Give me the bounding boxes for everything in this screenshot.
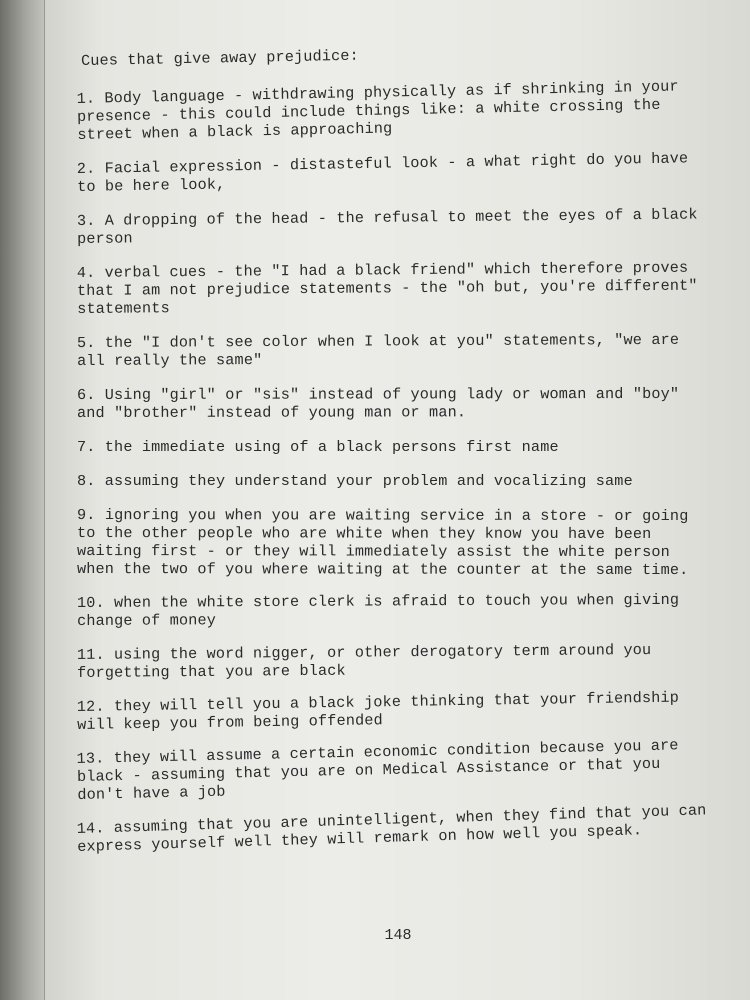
page-body — [76, 46, 707, 872]
page-number: 148 — [384, 927, 412, 944]
book-gutter-shadow — [0, 0, 48, 1000]
cue-item-1: 1. Body language - withdrawing physically as if shrinking in your presence - this could include things like: a white crossing the street when a black is approaching — [76, 77, 679, 144]
cue-item-5: 5. the "I don't see color when I look at you" statements, "we are all really the same" — [76, 330, 680, 370]
cue-item-12: 12. they will tell you a black joke thinking that your friendship will keep you from being offended — [76, 688, 680, 734]
cue-item-14: 14. assuming that you are unintelligent, when they find that you can express yourself well they will remark on how well you speak. — [76, 801, 707, 856]
cue-item-9: 9. ignoring you when you are waiting service in a store - or going to the other people who are white when they know you have been waiting first - or they will immediately assist the white person when the two of you where waiting at the counter at the same time. — [76, 506, 689, 580]
cue-item-8: 8. assuming they understand your problem and vocalizing same — [77, 472, 633, 490]
book-page — [44, 0, 750, 1000]
cue-item-2: 2. Facial expression - distasteful look - a what right do you have to be here look, — [76, 149, 689, 196]
cue-item-3: 3. A dropping of the head - the refusal to meet the eyes of a black person — [76, 205, 698, 248]
cue-item-10: 10. when the white store clerk is afraid to touch you when giving change of money — [76, 590, 680, 630]
cue-item-4: 4. verbal cues - the "I had a black friend" which therefore proves that I am not prejudice statements - the "oh but, you're different" statements — [76, 258, 698, 318]
cue-item-6: 6. Using "girl" or "sis" instead of young lady or woman and "boy" and "brother" instead of young man or man. — [76, 384, 680, 422]
cue-item-7: 7. the immediate using of a black persons first name — [77, 438, 559, 456]
cue-item-11: 11. using the word nigger, or other derogatory term around you forgetting that you are black — [76, 640, 652, 682]
cue-item-13: 13. they will assume a certain economic condition because you are black - assuming that you are on Medical Assistance or that you don't have a job — [76, 736, 679, 804]
page-heading: Cues that give away prejudice: — [80, 46, 360, 70]
